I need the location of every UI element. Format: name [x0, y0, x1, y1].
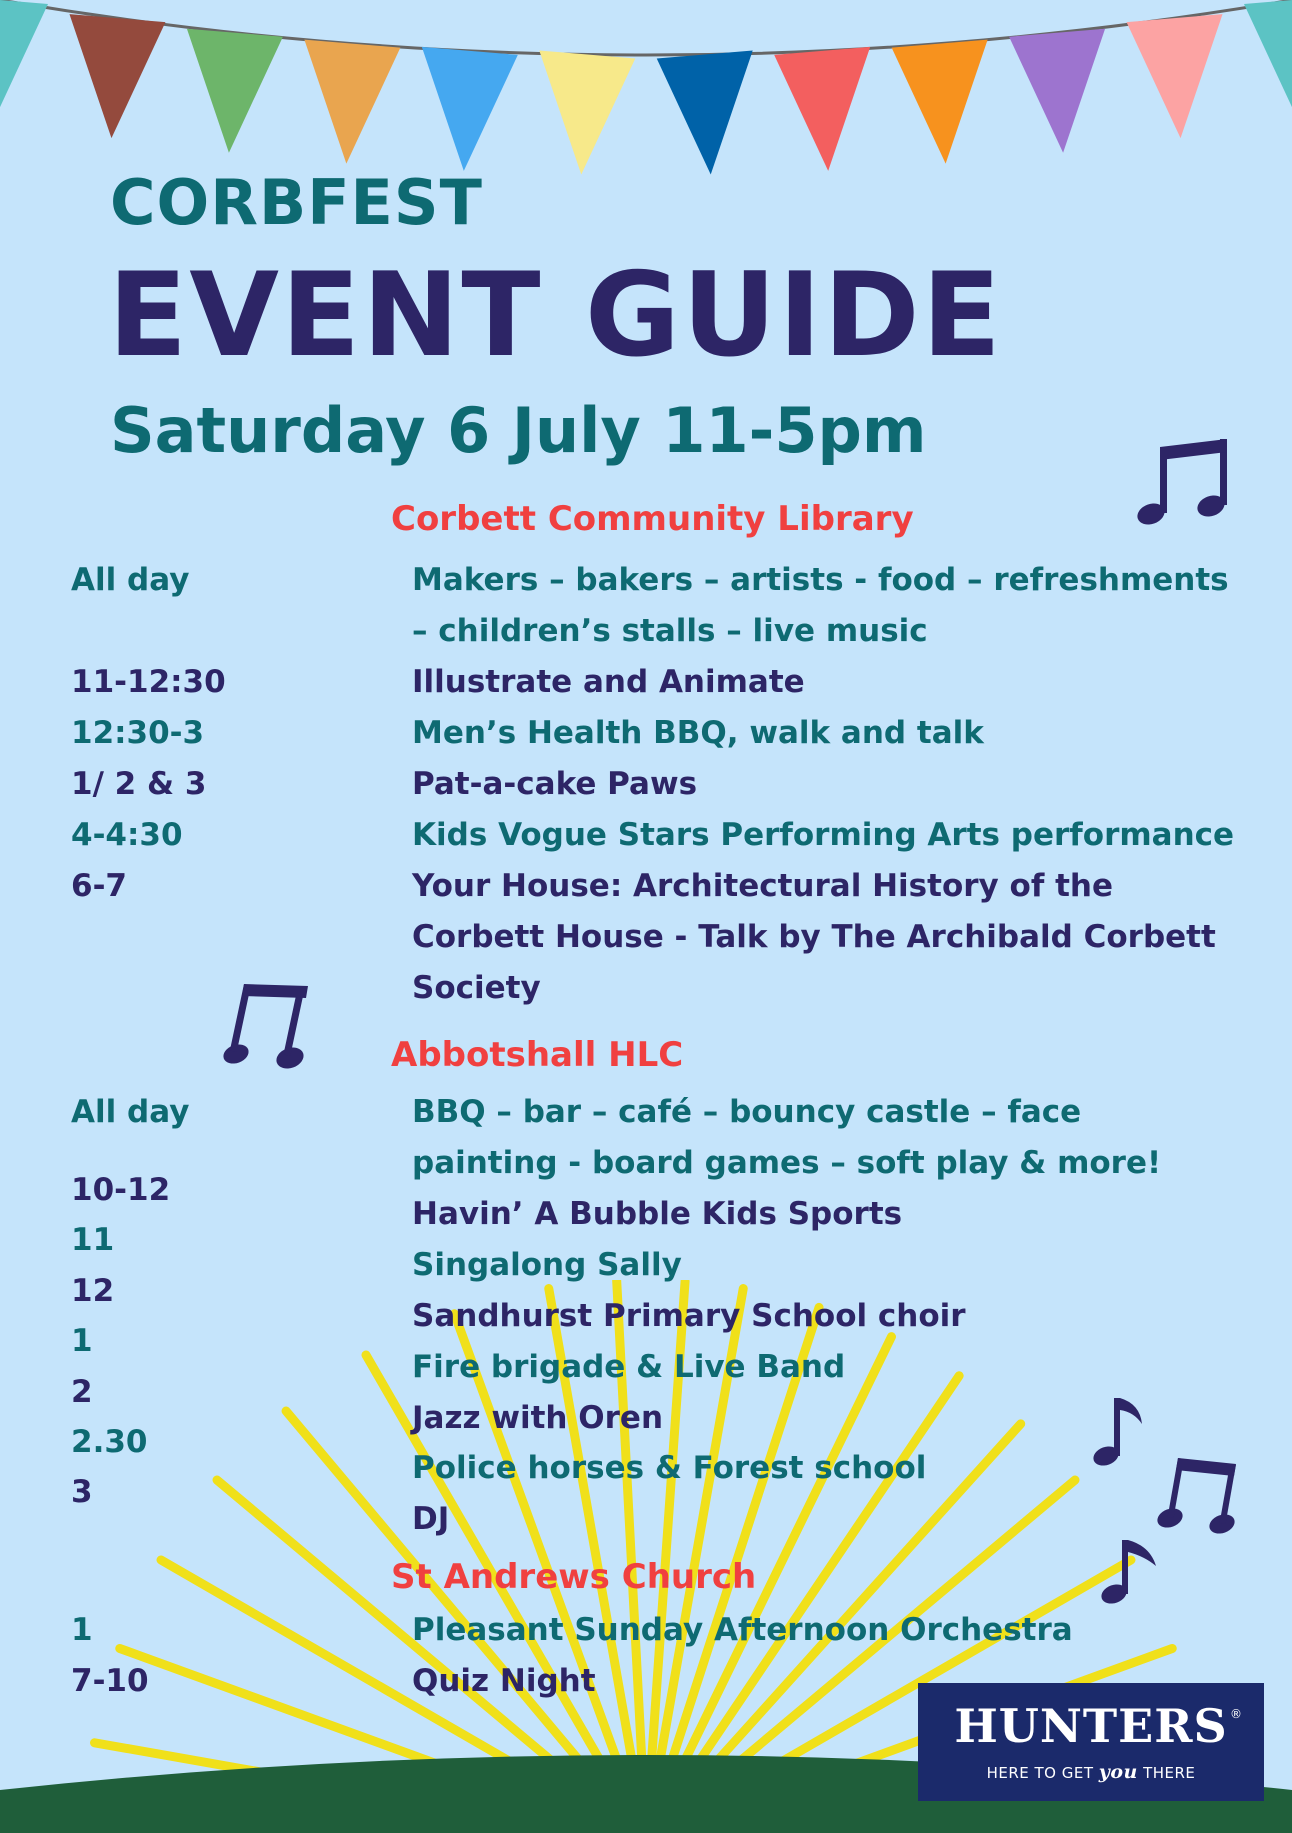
event-title: Illustrate and Animate — [412, 664, 805, 700]
event-title: Jazz with Oren — [412, 1400, 664, 1436]
event-title: Sandhurst Primary School choir — [412, 1298, 966, 1334]
bunting-flag — [892, 40, 988, 164]
bunting-flag — [1127, 14, 1223, 138]
event-title: Men’s Health BBQ, walk and talk — [412, 715, 984, 751]
bunting-flag — [657, 51, 753, 175]
event-time: 2.30 — [71, 1424, 148, 1460]
venue-title: Corbett Community Library — [391, 499, 914, 539]
musical-note-icon — [1096, 1536, 1166, 1610]
bunting-flag — [1009, 29, 1105, 153]
event-time: All day — [71, 1094, 190, 1130]
event-date: Saturday 6 July 11-5pm — [110, 394, 927, 467]
event-title: Society — [412, 970, 541, 1006]
event-title: Fire brigade & Live Band — [412, 1349, 846, 1385]
bunting-flag — [187, 29, 283, 153]
musical-note-icon — [210, 976, 330, 1076]
event-title: – children’s stalls – live music — [412, 613, 928, 649]
bunting-flag — [0, 0, 48, 120]
sponsor-name: HUNTERS — [954, 1699, 1228, 1753]
bunting-flag — [774, 47, 870, 171]
bunting-flag — [422, 47, 518, 171]
musical-note-icon — [1128, 432, 1238, 532]
sponsor-tagline — [918, 1763, 1264, 1782]
event-title: Singalong Sally — [412, 1247, 682, 1283]
bunting-flag — [539, 51, 635, 175]
event-time: 12 — [71, 1273, 115, 1309]
event-time: 2 — [71, 1374, 93, 1410]
event-time: 12:30-3 — [71, 715, 205, 751]
event-title: Your House: Architectural History of the — [412, 868, 1114, 904]
venue-title: St Andrews Church — [391, 1557, 757, 1597]
event-time: 10-12 — [71, 1172, 171, 1208]
musical-note-icon — [1152, 1450, 1244, 1536]
musical-note-icon — [1090, 1392, 1150, 1472]
bunting-flag — [1244, 0, 1292, 120]
event-title: Havin’ A Bubble Kids Sports — [412, 1196, 903, 1232]
event-time: 1 — [71, 1612, 93, 1648]
hunters-logo — [918, 1683, 1264, 1801]
tagline-emphasis: you — [1098, 1761, 1138, 1783]
event-time: 4-4:30 — [71, 817, 183, 853]
tagline-start: HERE TO GET — [986, 1764, 1094, 1782]
venue-title: Abbotshall HLC — [391, 1035, 684, 1075]
event-title: BBQ – bar – café – bouncy castle – face — [412, 1094, 1082, 1130]
event-time: 3 — [71, 1474, 93, 1510]
event-time: 1/ 2 & 3 — [71, 766, 207, 802]
event-time: 11-12:30 — [71, 664, 226, 700]
event-title: painting - board games – soft play & more! — [412, 1145, 1162, 1181]
bunting-flag — [304, 40, 400, 164]
registered-mark: ® — [1230, 1707, 1242, 1721]
event-title: Quiz Night — [412, 1663, 596, 1699]
event-time: 1 — [71, 1323, 93, 1359]
event-title: DJ — [412, 1501, 450, 1537]
event-time: All day — [71, 562, 190, 598]
event-title: Makers – bakers – artists - food – refreshments — [412, 562, 1229, 598]
event-title: Pleasant Sunday Afternoon Orchestra — [412, 1612, 1073, 1648]
bunting-flag — [69, 14, 165, 138]
event-time: 7-10 — [71, 1663, 149, 1699]
event-time: 6-7 — [71, 868, 128, 904]
event-title: Kids Vogue Stars Performing Arts performance — [412, 817, 1235, 853]
event-title: Pat-a-cake Paws — [412, 766, 698, 802]
tagline-end: THERE — [1143, 1764, 1196, 1782]
event-title: Police horses & Forest school — [412, 1450, 927, 1486]
event-title: Corbett House - Talk by The Archibald Corbett — [412, 919, 1216, 955]
event-time: 11 — [71, 1222, 115, 1258]
festival-name: CORBFEST — [110, 166, 483, 239]
bunting-flags — [0, 0, 1292, 190]
page-title: EVENT GUIDE — [108, 248, 1003, 383]
